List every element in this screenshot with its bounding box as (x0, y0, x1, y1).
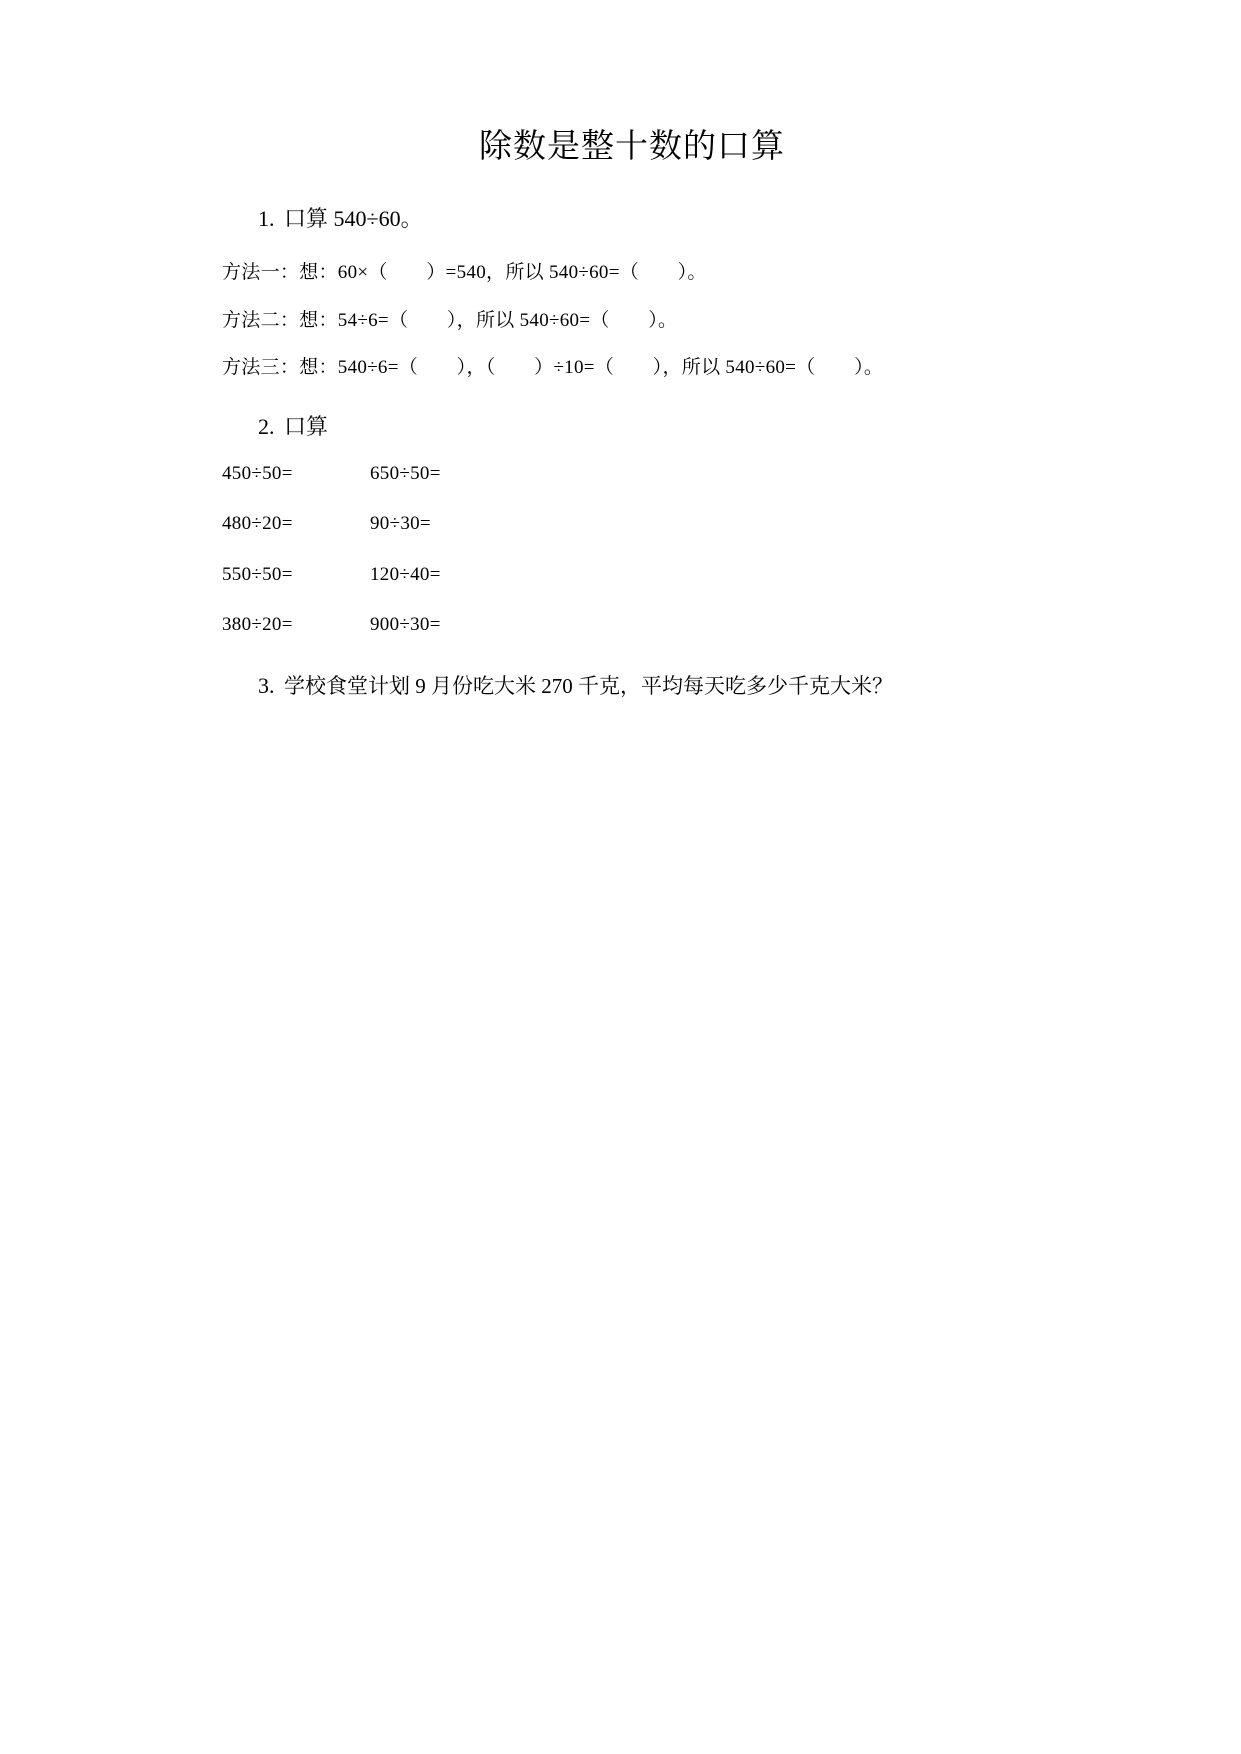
document-body (222, 120, 1022, 709)
question-1-number: 1. (258, 206, 275, 231)
question-3-number: 3. (258, 672, 275, 698)
oral-expression-right: 120÷40= (370, 563, 441, 585)
question-2-text: 口算 (284, 413, 329, 439)
oral-expression-left: 450÷50= (222, 462, 293, 484)
oral-row (222, 561, 1022, 590)
question-1 (222, 201, 1022, 236)
oral-expression-left: 480÷20= (222, 513, 293, 535)
oral-expression-right: 90÷30= (370, 513, 431, 535)
question-1-method-2: 方法二：想：54÷6=（ ），所以 540÷60=（ ）。 (222, 309, 678, 331)
oral-calculation-list (222, 460, 1022, 640)
oral-expression-right: 650÷50= (370, 462, 441, 484)
question-2-number: 2. (258, 413, 275, 439)
oral-row (222, 460, 1022, 489)
question-1-method-1: 方法一：想：60×（ ）=540，所以 540÷60=（ ）。 (222, 262, 707, 284)
oral-expression-right: 900÷30= (370, 614, 441, 636)
question-1-method-3: 方法三：想：540÷6=（ ），（ ）÷10=（ ），所以 540÷60=（ ）。 (222, 357, 884, 379)
oral-row (222, 510, 1022, 539)
question-1-text: 口算 540÷60。 (284, 206, 423, 231)
oral-row (222, 611, 1022, 640)
spacer (222, 383, 1022, 409)
question-3 (222, 668, 1022, 704)
oral-expression-left: 380÷20= (222, 614, 293, 636)
question-2 (222, 409, 1022, 444)
question-3-text: 学校食堂计划 9 月份吃大米 270 千克，平均每天吃多少千克大米？ (284, 673, 893, 698)
page-title: 除数是整十数的口算 (479, 126, 785, 165)
oral-expression-left: 550÷50= (222, 563, 293, 585)
